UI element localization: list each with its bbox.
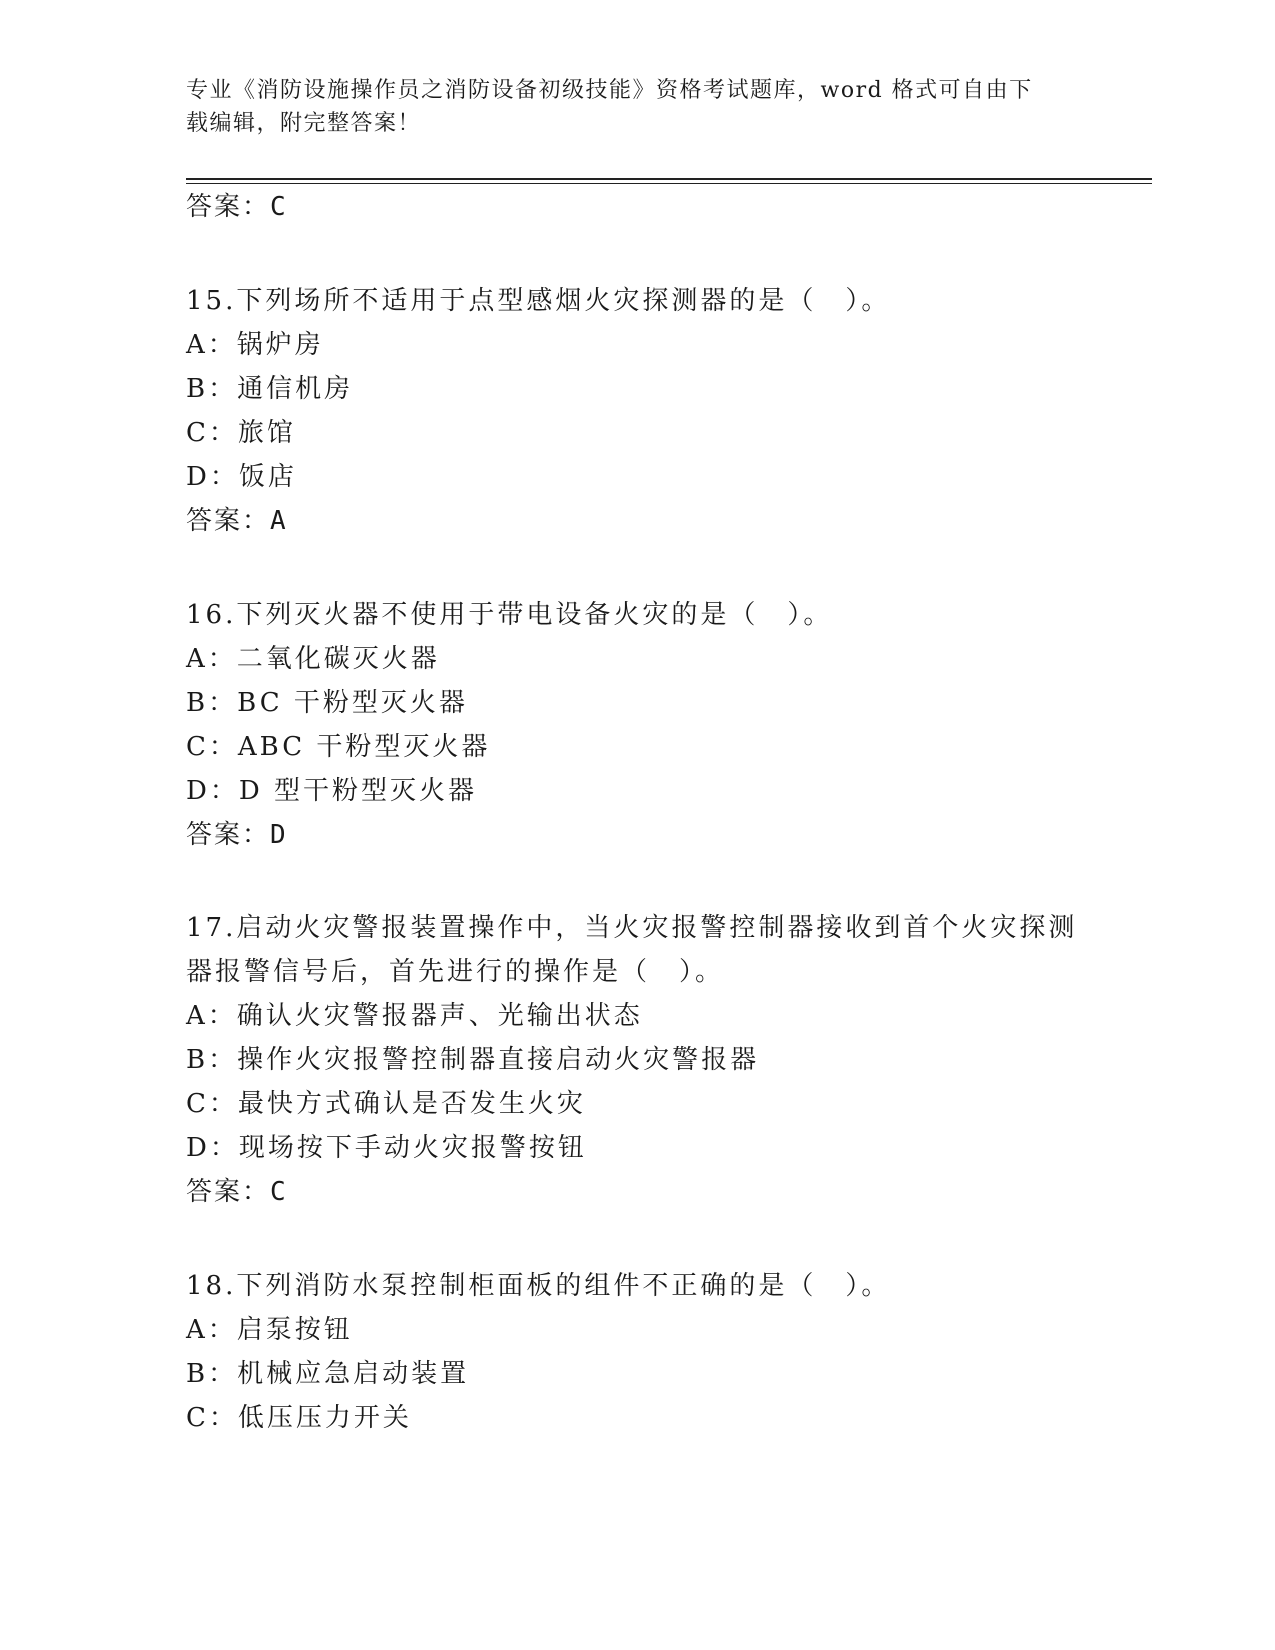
answer-value: D: [270, 820, 288, 850]
header-line-1: 专业《消防设施操作员之消防设备初级技能》资格考试题库，word 格式可自由下: [186, 78, 1033, 103]
question-18-option-a: A：启泵按钮: [186, 1315, 353, 1345]
answer-17: [186, 1175, 288, 1209]
answer-14: [186, 190, 288, 224]
answer-label: 答案：: [186, 1177, 271, 1207]
answer-label: 答案：: [186, 192, 271, 222]
answer-value: C: [270, 192, 288, 222]
header-line-2: 载编辑，附完整答案！: [186, 111, 422, 136]
question-16-option-c: C：ABC 干粉型灭火器: [186, 732, 491, 762]
question-15-option-d: D：饭店: [186, 462, 297, 492]
header-divider-thin: [186, 183, 1152, 184]
question-15-stem: 15.下列场所不适用于点型感烟火灾探测器的是（ ）。: [186, 286, 891, 316]
answer-16: [186, 818, 288, 852]
question-16-stem: 16.下列灭火器不使用于带电设备火灾的是（ ）。: [186, 600, 833, 630]
question-18-option-c: C：低压压力开关: [186, 1403, 412, 1433]
document-header: [186, 74, 1086, 140]
question-17-option-b: B：操作火灾报警控制器直接启动火灾警报器: [186, 1045, 760, 1075]
answer-15: [186, 504, 288, 538]
question-16-option-b: B：BC 干粉型灭火器: [186, 688, 468, 718]
answer-label: 答案：: [186, 820, 271, 850]
question-17-option-d: D：现场按下手动火灾报警按钮: [186, 1133, 587, 1163]
question-18-option-b: B：机械应急启动装置: [186, 1359, 470, 1389]
question-15-option-c: C：旅馆: [186, 418, 296, 448]
question-17-option-a: A：确认火灾警报器声、光输出状态: [186, 1001, 643, 1031]
question-15-option-a: A：锅炉房: [186, 330, 324, 360]
question-17-option-c: C：最快方式确认是否发生火灾: [186, 1089, 586, 1119]
question-17-stem-line-2: 器报警信号后，首先进行的操作是（ ）。: [186, 957, 725, 987]
answer-value: C: [270, 1177, 288, 1207]
question-18-stem: 18.下列消防水泵控制柜面板的组件不正确的是（ ）。: [186, 1271, 891, 1301]
question-15-option-b: B：通信机房: [186, 374, 354, 404]
question-17-stem-line-1: 17.启动火灾警报装置操作中，当火灾报警控制器接收到首个火灾探测: [186, 913, 1078, 943]
question-16-option-d: D：D 型干粉型灭火器: [186, 776, 477, 806]
answer-value: A: [270, 506, 288, 536]
question-16-option-a: A：二氧化碳灭火器: [186, 644, 440, 674]
answer-label: 答案：: [186, 506, 271, 536]
header-divider-thick: [186, 178, 1152, 180]
